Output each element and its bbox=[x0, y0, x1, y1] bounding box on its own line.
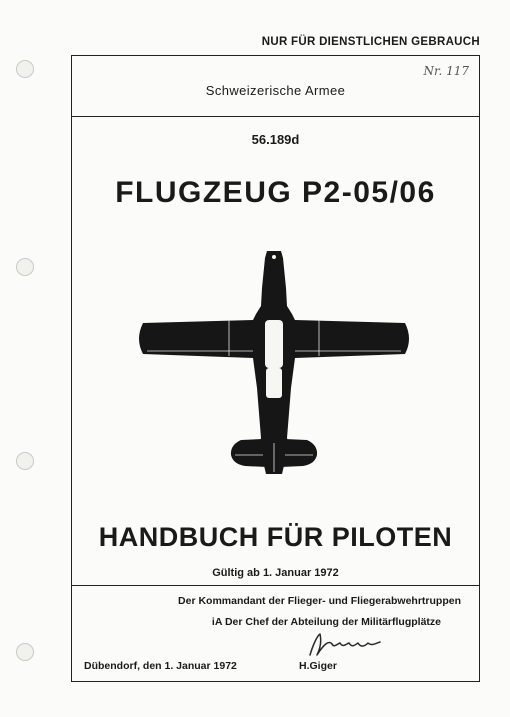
signature-icon bbox=[304, 631, 384, 659]
signer-name: H.Giger bbox=[299, 660, 337, 672]
document-number: 56.189d bbox=[251, 132, 300, 147]
aircraft-silhouette-icon bbox=[137, 248, 411, 478]
restriction-notice: NUR FÜR DIENSTLICHEN GEBRAUCH bbox=[261, 36, 480, 48]
punch-hole bbox=[16, 258, 34, 276]
cover-frame bbox=[71, 55, 480, 682]
serial-number: Nr. 117 bbox=[423, 64, 469, 78]
validity-date: Gültig ab 1. Januar 1972 bbox=[212, 567, 339, 579]
commander-line: Der Kommandant der Flieger- und Fliegerabwehrtruppen bbox=[178, 595, 461, 607]
punch-hole bbox=[16, 60, 34, 78]
punch-hole bbox=[16, 643, 34, 661]
place-date: Dübendorf, den 1. Januar 1972 bbox=[84, 660, 237, 672]
divider bbox=[72, 585, 479, 586]
office-line: iA Der Chef der Abteilung der Militärflugplätze bbox=[211, 616, 441, 628]
manual-title: HANDBUCH FÜR PILOTEN bbox=[98, 522, 453, 552]
punch-hole bbox=[16, 452, 34, 470]
organization-name: Schweizerische Armee bbox=[205, 83, 346, 98]
aircraft-title: FLUGZEUG P2-05/06 bbox=[115, 176, 436, 209]
divider bbox=[72, 116, 479, 117]
